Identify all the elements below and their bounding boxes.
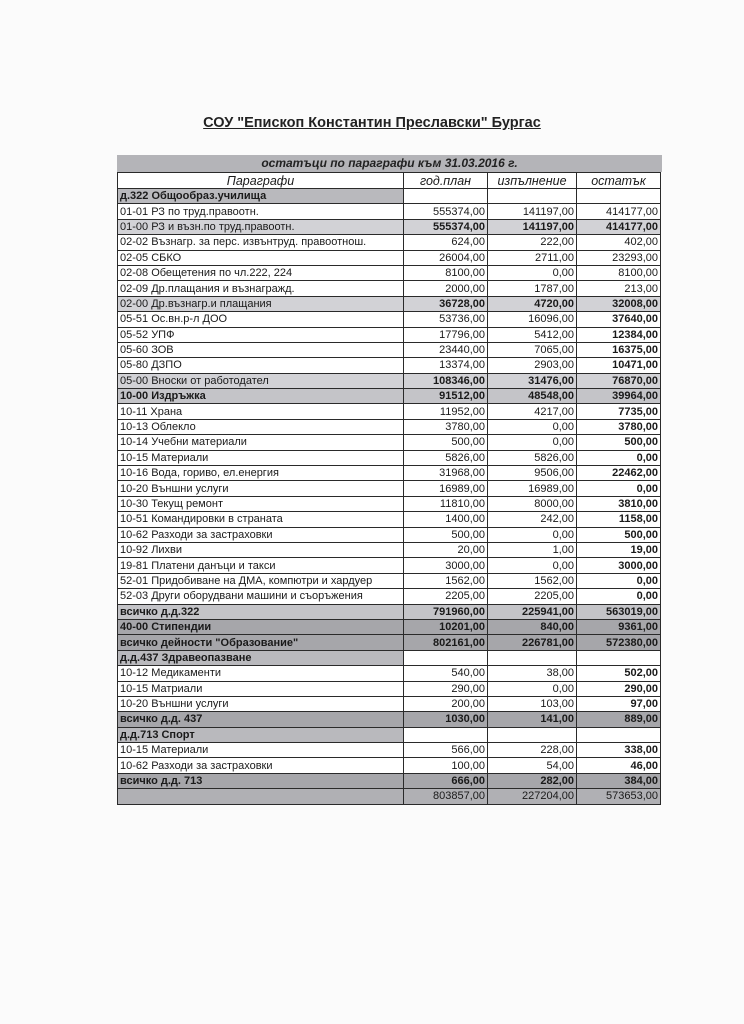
- row-remainder: 12384,00: [577, 327, 661, 342]
- row-label: 01-01 РЗ по труд.правоотн.: [118, 204, 404, 219]
- table-row: [118, 496, 661, 511]
- row-label: 10-15 Материали: [118, 743, 404, 758]
- table-row: [118, 265, 661, 280]
- row-execution: 7065,00: [488, 342, 577, 357]
- row-execution: 141197,00: [488, 204, 577, 219]
- row-remainder: 573653,00: [577, 789, 661, 804]
- row-execution: 48548,00: [488, 389, 577, 404]
- row-execution: 282,00: [488, 773, 577, 788]
- table-row: [118, 573, 661, 588]
- table-row: [118, 204, 661, 219]
- row-remainder: 76870,00: [577, 373, 661, 388]
- row-execution: 31476,00: [488, 373, 577, 388]
- row-label: 10-51 Командировки в страната: [118, 512, 404, 527]
- table-row: [118, 358, 661, 373]
- header-remainder: остатък: [577, 173, 661, 189]
- row-execution: 0,00: [488, 681, 577, 696]
- row-plan: 1562,00: [404, 573, 488, 588]
- row-plan: 1400,00: [404, 512, 488, 527]
- row-remainder: 46,00: [577, 758, 661, 773]
- row-plan: 3780,00: [404, 419, 488, 434]
- row-remainder: 384,00: [577, 773, 661, 788]
- row-plan: 108346,00: [404, 373, 488, 388]
- row-plan: 20,00: [404, 542, 488, 557]
- row-plan: 566,00: [404, 743, 488, 758]
- row-remainder: 8100,00: [577, 265, 661, 280]
- row-label: 52-03 Други оборудвани машини и съоръжения: [118, 589, 404, 604]
- row-plan: [404, 189, 488, 204]
- row-label: 40-00 Стипендии: [118, 619, 404, 634]
- row-plan: 13374,00: [404, 358, 488, 373]
- row-plan: 17796,00: [404, 327, 488, 342]
- table-row: [118, 373, 661, 388]
- table-row: [118, 743, 661, 758]
- row-plan: 290,00: [404, 681, 488, 696]
- row-execution: 226781,00: [488, 635, 577, 650]
- header-annual-plan: год.план: [404, 173, 488, 189]
- row-plan: 555374,00: [404, 219, 488, 234]
- row-remainder: 414177,00: [577, 204, 661, 219]
- row-execution: 16096,00: [488, 312, 577, 327]
- header-execution: изпълнение: [488, 173, 577, 189]
- row-label: 02-02 Възнагр. за перс. извънтруд. правоотнош.: [118, 235, 404, 250]
- row-plan: 8100,00: [404, 265, 488, 280]
- row-execution: 0,00: [488, 435, 577, 450]
- row-plan: 791960,00: [404, 604, 488, 619]
- table-row: [118, 512, 661, 527]
- row-remainder: 572380,00: [577, 635, 661, 650]
- row-label: всичко дейности "Образование": [118, 635, 404, 650]
- row-label: всичко д.д. 713: [118, 773, 404, 788]
- row-label: 10-20 Външни услуги: [118, 696, 404, 711]
- row-execution: 5826,00: [488, 450, 577, 465]
- table-row: [118, 435, 661, 450]
- row-remainder: 213,00: [577, 281, 661, 296]
- row-plan: 3000,00: [404, 558, 488, 573]
- table-row: [118, 527, 661, 542]
- row-execution: 9506,00: [488, 466, 577, 481]
- row-execution: [488, 727, 577, 742]
- row-remainder: 563019,00: [577, 604, 661, 619]
- row-plan: 10201,00: [404, 619, 488, 634]
- row-plan: 100,00: [404, 758, 488, 773]
- document-title: СОУ "Епископ Константин Преславски" Бургас: [203, 115, 541, 131]
- row-execution: 5412,00: [488, 327, 577, 342]
- row-label: 05-80 ДЗПО: [118, 358, 404, 373]
- table-row: [118, 619, 661, 634]
- row-plan: 36728,00: [404, 296, 488, 311]
- row-plan: 91512,00: [404, 389, 488, 404]
- budget-table: [117, 172, 661, 805]
- table-row: [118, 558, 661, 573]
- row-remainder: 502,00: [577, 666, 661, 681]
- table-row: [118, 389, 661, 404]
- table-row: [118, 342, 661, 357]
- row-execution: [488, 650, 577, 665]
- row-label: 10-00 Издръжка: [118, 389, 404, 404]
- table-body: [118, 189, 661, 805]
- row-remainder: 414177,00: [577, 219, 661, 234]
- row-remainder: 3780,00: [577, 419, 661, 434]
- row-execution: 227204,00: [488, 789, 577, 804]
- header-paragraphs: Параграфи: [118, 173, 404, 189]
- row-execution: 1562,00: [488, 573, 577, 588]
- row-execution: 54,00: [488, 758, 577, 773]
- row-plan: 1030,00: [404, 712, 488, 727]
- table-row: [118, 250, 661, 265]
- row-plan: 555374,00: [404, 204, 488, 219]
- table-row: [118, 758, 661, 773]
- row-remainder: 0,00: [577, 589, 661, 604]
- row-label: всичко д.д. 437: [118, 712, 404, 727]
- table-row: [118, 727, 661, 742]
- table-row: [118, 404, 661, 419]
- table-row: [118, 450, 661, 465]
- row-remainder: 37640,00: [577, 312, 661, 327]
- row-execution: 2903,00: [488, 358, 577, 373]
- row-label: 01-00 РЗ и възн.по труд.правоотн.: [118, 219, 404, 234]
- row-execution: 0,00: [488, 265, 577, 280]
- table-header-row: [118, 173, 661, 189]
- row-remainder: [577, 727, 661, 742]
- row-plan: 2000,00: [404, 281, 488, 296]
- row-execution: 225941,00: [488, 604, 577, 619]
- row-execution: 2711,00: [488, 250, 577, 265]
- row-plan: 666,00: [404, 773, 488, 788]
- row-label: 02-05 СБКО: [118, 250, 404, 265]
- row-label: 10-11 Храна: [118, 404, 404, 419]
- row-execution: 242,00: [488, 512, 577, 527]
- row-remainder: 39964,00: [577, 389, 661, 404]
- row-remainder: 10471,00: [577, 358, 661, 373]
- row-label: 10-62 Разходи за застраховки: [118, 527, 404, 542]
- row-execution: 8000,00: [488, 496, 577, 511]
- row-label: 10-92 Лихви: [118, 542, 404, 557]
- row-plan: 5826,00: [404, 450, 488, 465]
- row-plan: 500,00: [404, 527, 488, 542]
- row-label: 10-13 Облекло: [118, 419, 404, 434]
- table-row: [118, 666, 661, 681]
- row-plan: 11952,00: [404, 404, 488, 419]
- row-label: 10-15 Материали: [118, 450, 404, 465]
- row-remainder: 0,00: [577, 481, 661, 496]
- row-remainder: 16375,00: [577, 342, 661, 357]
- table-row: [118, 466, 661, 481]
- row-remainder: 1158,00: [577, 512, 661, 527]
- row-remainder: 338,00: [577, 743, 661, 758]
- table-row: [118, 789, 661, 804]
- row-label: 10-30 Текущ ремонт: [118, 496, 404, 511]
- row-label: 02-00 Др.възнагр.и плащания: [118, 296, 404, 311]
- row-label: всичко д.д.322: [118, 604, 404, 619]
- row-label: 02-08 Обещетения по чл.222, 224: [118, 265, 404, 280]
- table-row: [118, 481, 661, 496]
- table-row: [118, 635, 661, 650]
- table-row: [118, 189, 661, 204]
- row-remainder: 7735,00: [577, 404, 661, 419]
- row-execution: 38,00: [488, 666, 577, 681]
- row-label: д.д.437 Здравеопазване: [118, 650, 404, 665]
- row-remainder: 9361,00: [577, 619, 661, 634]
- row-remainder: 0,00: [577, 573, 661, 588]
- table-row: [118, 712, 661, 727]
- row-plan: 16989,00: [404, 481, 488, 496]
- row-label: 19-81 Платени данъци и такси: [118, 558, 404, 573]
- row-execution: 222,00: [488, 235, 577, 250]
- row-plan: 540,00: [404, 666, 488, 681]
- table-row: [118, 296, 661, 311]
- row-remainder: 32008,00: [577, 296, 661, 311]
- row-execution: 1,00: [488, 542, 577, 557]
- row-remainder: 889,00: [577, 712, 661, 727]
- row-execution: 840,00: [488, 619, 577, 634]
- table-row: [118, 589, 661, 604]
- table-row: [118, 650, 661, 665]
- row-execution: 0,00: [488, 558, 577, 573]
- row-label: 10-12 Медикаменти: [118, 666, 404, 681]
- row-execution: 1787,00: [488, 281, 577, 296]
- table-row: [118, 542, 661, 557]
- table-row: [118, 773, 661, 788]
- row-execution: 141197,00: [488, 219, 577, 234]
- row-remainder: 19,00: [577, 542, 661, 557]
- row-execution: 228,00: [488, 743, 577, 758]
- row-remainder: 3000,00: [577, 558, 661, 573]
- row-plan: 53736,00: [404, 312, 488, 327]
- row-plan: 500,00: [404, 435, 488, 450]
- row-plan: 11810,00: [404, 496, 488, 511]
- row-execution: 4720,00: [488, 296, 577, 311]
- table-subtitle-band: остатъци по параграфи към 31.03.2016 г.: [117, 155, 662, 172]
- row-label: 10-15 Матриали: [118, 681, 404, 696]
- row-label: 02-09 Др.плащания и възнагражд.: [118, 281, 404, 296]
- row-remainder: 402,00: [577, 235, 661, 250]
- row-plan: [404, 727, 488, 742]
- row-label: [118, 789, 404, 804]
- row-plan: 200,00: [404, 696, 488, 711]
- row-plan: [404, 650, 488, 665]
- row-remainder: 0,00: [577, 450, 661, 465]
- row-remainder: 500,00: [577, 527, 661, 542]
- row-label: 10-20 Външни услуги: [118, 481, 404, 496]
- row-label: 05-00 Вноски от работодател: [118, 373, 404, 388]
- row-label: д.322 Общообраз.училища: [118, 189, 404, 204]
- row-label: 52-01 Придобиване на ДМА, компютри и хардуер: [118, 573, 404, 588]
- row-plan: 2205,00: [404, 589, 488, 604]
- row-remainder: 22462,00: [577, 466, 661, 481]
- table-row: [118, 281, 661, 296]
- row-remainder: 23293,00: [577, 250, 661, 265]
- row-remainder: 3810,00: [577, 496, 661, 511]
- row-execution: 2205,00: [488, 589, 577, 604]
- table-row: [118, 235, 661, 250]
- table-row: [118, 419, 661, 434]
- row-label: 10-16 Вода, гориво, ел.енергия: [118, 466, 404, 481]
- row-execution: 103,00: [488, 696, 577, 711]
- row-label: д.д.713 Спорт: [118, 727, 404, 742]
- table-row: [118, 327, 661, 342]
- row-plan: 31968,00: [404, 466, 488, 481]
- table-row: [118, 312, 661, 327]
- table-row: [118, 219, 661, 234]
- row-execution: [488, 189, 577, 204]
- row-label: 10-62 Разходи за застраховки: [118, 758, 404, 773]
- row-label: 05-60 ЗОВ: [118, 342, 404, 357]
- row-label: 05-51 Ос.вн.р-л ДОО: [118, 312, 404, 327]
- table-row: [118, 604, 661, 619]
- table-row: [118, 696, 661, 711]
- row-remainder: 290,00: [577, 681, 661, 696]
- row-plan: 624,00: [404, 235, 488, 250]
- row-plan: 26004,00: [404, 250, 488, 265]
- row-label: 10-14 Учебни материали: [118, 435, 404, 450]
- row-plan: 802161,00: [404, 635, 488, 650]
- row-execution: 0,00: [488, 419, 577, 434]
- row-execution: 141,00: [488, 712, 577, 727]
- row-plan: 803857,00: [404, 789, 488, 804]
- row-remainder: 500,00: [577, 435, 661, 450]
- row-execution: 4217,00: [488, 404, 577, 419]
- row-execution: 0,00: [488, 527, 577, 542]
- row-remainder: 97,00: [577, 696, 661, 711]
- row-execution: 16989,00: [488, 481, 577, 496]
- table-row: [118, 681, 661, 696]
- row-label: 05-52 УПФ: [118, 327, 404, 342]
- row-plan: 23440,00: [404, 342, 488, 357]
- row-remainder: [577, 650, 661, 665]
- row-remainder: [577, 189, 661, 204]
